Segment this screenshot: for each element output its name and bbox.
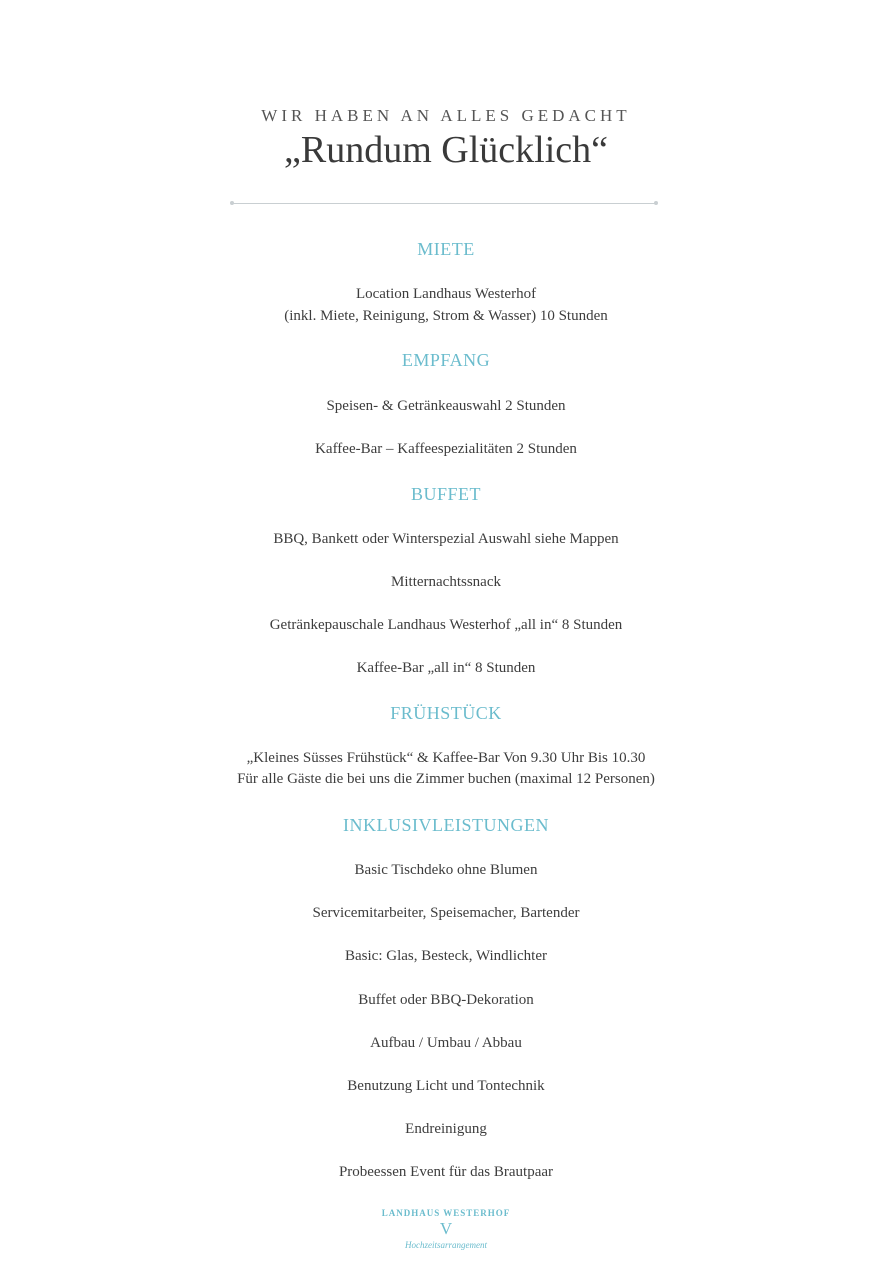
page-kicker: WIR HABEN AN ALLES GEDACHT	[261, 106, 631, 125]
list-item: Mitternachtssnack	[391, 574, 501, 590]
list-item: Servicemitarbeiter, Speisemacher, Bartender	[312, 905, 580, 921]
list-item: Kaffee-Bar „all in“ 8 Stunden	[356, 660, 536, 676]
section-heading-empfang: EMPFANG	[401, 350, 491, 370]
list-item: Aufbau / Umbau / Abbau	[370, 1035, 522, 1051]
section-heading-fruehstueck: FRÜHSTÜCK	[390, 703, 502, 723]
section-heading-miete: MIETE	[417, 239, 475, 259]
list-item: Buffet oder BBQ-Dekoration	[358, 992, 534, 1008]
footer-subtitle: Hochzeitsarrangement	[405, 1240, 487, 1250]
list-item: Basic: Glas, Besteck, Windlichter	[345, 948, 547, 964]
list-item: Location Landhaus Westerhof	[355, 286, 537, 302]
list-item: Speisen- & Getränkeauswahl 2 Stunden	[326, 398, 566, 414]
list-item: BBQ, Bankett oder Winterspezial Auswahl siehe Mappen	[273, 531, 619, 547]
list-item: Probeessen Event für das Brautpaar	[338, 1164, 554, 1180]
list-item: (inkl. Miete, Reinigung, Strom & Wasser) 10 Stunden	[284, 308, 608, 324]
list-item: Basic Tischdeko ohne Blumen	[354, 862, 538, 878]
footer-brand: LANDHAUS WESTERHOF	[381, 1208, 511, 1218]
list-item: Getränkepauschale Landhaus Westerhof „all in“ 8 Stunden	[269, 617, 623, 633]
list-item: Endreinigung	[405, 1121, 487, 1137]
page-number: V	[439, 1219, 453, 1238]
list-item: Für alle Gäste die bei uns die Zimmer buchen (maximal 12 Personen)	[237, 771, 655, 787]
divider	[232, 203, 656, 204]
section-heading-buffet: BUFFET	[410, 484, 482, 504]
list-item: Kaffee-Bar – Kaffeespezialitäten 2 Stunden	[315, 441, 577, 457]
section-heading-inklusivleistungen: INKLUSIVLEISTUNGEN	[343, 815, 549, 835]
page-title: „Rundum Glücklich“	[284, 129, 608, 171]
list-item: „Kleines Süsses Frühstück“ & Kaffee-Bar Von 9.30 Uhr Bis 10.30	[246, 750, 646, 766]
list-item: Benutzung Licht und Tontechnik	[347, 1078, 545, 1094]
